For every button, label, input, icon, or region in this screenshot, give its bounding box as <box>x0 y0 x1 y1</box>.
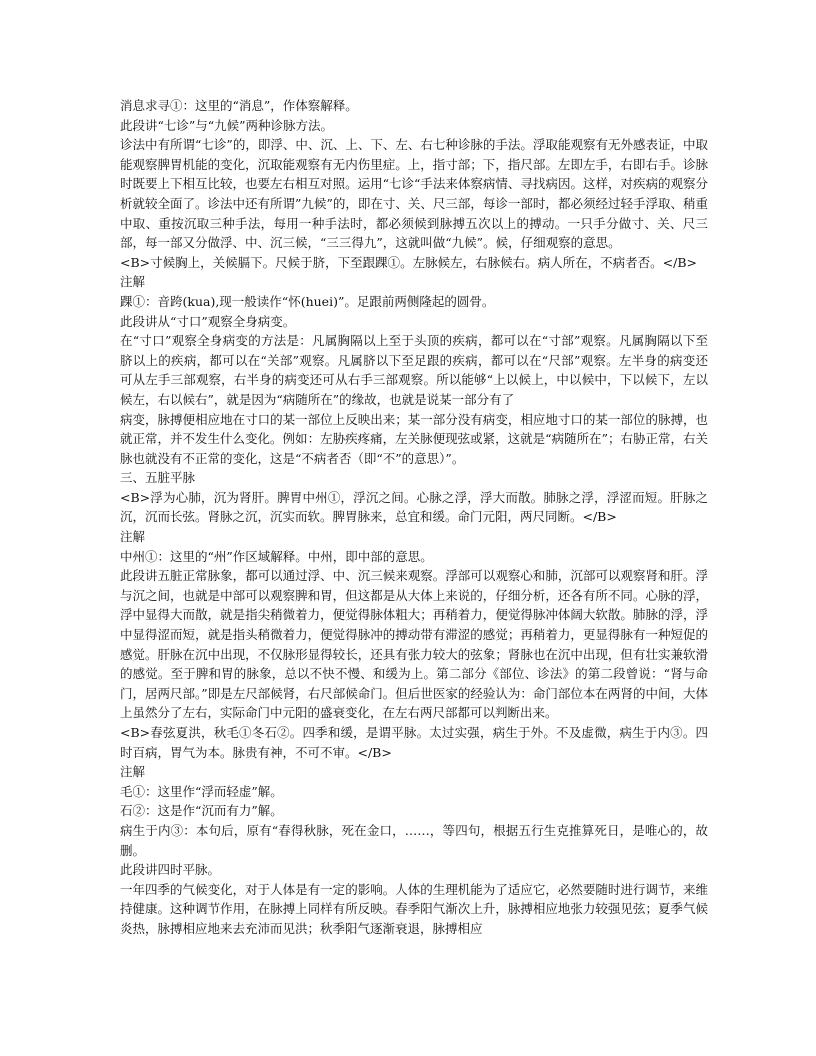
annotation-heading: 注解 <box>120 274 146 290</box>
paragraph-wuzang-explanation: 此段讲五脏正常脉象，都可以通过浮、中、沉三候来观察。浮部可以观察心和肺，沉部可以观察肾和肝。浮与沉之间，也就是中部可以观察脾和胃，但这都是从大体上来说的，仔细分析，还各有所不同。心脉的浮，浮中显得大而散，就是指尖稍微着力，便觉得脉体粗大；再稍着力，便觉得脉冲体阔大软散。肺脉的浮，浮中显得涩而短，就是指头稍微着力，便觉得脉冲的搏动带有滞涩的感觉；再稍着力，更显得脉有一种短促的感觉。肝脉在沉中出现，不仅脉形显得较长，还具有张力较大的弦象；肾脉也在沉中出现，但有壮实兼软滑的感觉。至于脾和胃的脉象，总以不快不慢、和缓为上。第二部分《部位、诊法》的第二段曾说：“肾与命门，居两尺部。”即是左尺部候肾，右尺部候命门。但后世医家的经验认为：命门部位本在两肾的中间，大体上虽然分了左右，实际命门中元阳的盛衰变化，在左右两尺部都可以判断出来。 <box>120 568 708 721</box>
note-mao: 毛①：这里作“浮而轻虚”解。 <box>120 783 283 799</box>
note-zhongzhou: 中州①：这里的“州”作区域解释。中州，即中部的意思。 <box>120 548 433 564</box>
note-shi: 石②：这是作“沉而有力”解。 <box>120 803 283 819</box>
section-intro-qizhen-jiuhou: 此段讲“七诊”与“九候”两种诊脉方法。 <box>120 117 334 133</box>
annotation-heading: 注解 <box>120 529 146 545</box>
verse-wuzang: <B>浮为心肺，沉为肾肝。脾胃中州①，浮沉之间。心脉之浮，浮大而散。肺脉之浮，浮涩而短。肝脉之沉，沉而长弦。肾脉之沉，沉实而软。脾胃脉来，总宜和缓。命门元阳，两尺同断。</B> <box>120 489 708 525</box>
paragraph-qizhen-explanation: 诊法中有所谓“七诊”的，即浮、中、沉、上、下、左、右七种诊脉的手法。浮取能观察有无外感表证，中取能观察脾胃机能的变化，沉取能观察有无内伤里症。上，指寸部；下，指尺部。左即左手，右即右手。诊脉时既要上下相互比较，也要左右相互对照。运用“七诊“手法来体察病情、寻找病因。这样，对疾病的观察分析就较全面了。诊法中还有所谓”九候”的，即在寸、关、尺三部，每诊一部时，都必须经过轻手浮取、稍重中取、重按沉取三种手法，每用一种手法时，都必须候到脉搏五次以上的搏动。一只手分做寸、关、尺三部，每一部又分做浮、中、沉三候，“三三得九”，这就叫做“九候”。候，仔细观察的意思。 <box>120 137 708 251</box>
paragraph-cunkou-method: 在“寸口”观察全身病变的方法是：凡属胸隔以上至于头顶的疾病，都可以在“寸部”观察。凡属胸隔以下至脐以上的疾病，都可以在“关部”观察。凡属脐以下至足跟的疾病，都可以在“尺部”观察。左半身的病变还可从左手三部观察，右半身的病变还可从右手三部观察。所以能够“上以候上，中以候中，下以候下，左以候左，右以候右”，就是因为“病随所在”的缘故，也就是说某一部分有了 <box>120 333 708 407</box>
note-bingshengyunei: 病生于内③：本句后，原有“春得秋脉，死在金口，……，等四句，根据五行生克推算死日，是唯心的，故删。 <box>120 822 708 858</box>
section-intro-siji-pingmai: 此段讲四时平脉。 <box>120 862 221 878</box>
section-heading-wuzang-pingmai: 三、五脏平脉 <box>120 470 196 486</box>
paragraph-siji-explanation: 一年四季的气候变化，对于人体是有一定的影响。人体的生理机能为了适应它，必然要随时进行调节，来维持健康。这种调节作用，在脉搏上同样有所反映。春季阳气渐次上升，脉搏相应地张力较强见弦；夏季气候炎热，脉搏相应地来去充沛而见洪；秋季阳气逐渐衰退，脉搏相应 <box>120 881 708 936</box>
annotation-heading: 注解 <box>120 764 146 780</box>
verse-cun-guan-chi: <B>寸候胸上，关候膈下。尺候于脐，下至跟踝①。左脉候左，右脉候右。病人所在，不病者否。</B> <box>120 254 697 270</box>
verse-siji: <B>春弦夏洪，秋毛①冬石②。四季和缓，是谓平脉。太过实强，病生于外。不及虚微，病生于内③。四时百病，胃气为本。脉贵有神，不可不审。</B> <box>120 725 708 760</box>
note-huai: 踝①：音跨(kua),现一般读作“怀(huei)”。足跟前两侧隆起的圆骨。 <box>120 293 495 309</box>
section-intro-cunkou: 此段讲从“寸口”观察全身病变。 <box>120 313 296 329</box>
paragraph-cunkou-example: 病变，脉搏便相应地在寸口的某一部位上反映出来；某一部分没有病变，相应地寸口的某一部位的脉搏，也就正常，并不发生什么变化。例如：左胁疾疼痛，左关脉便现弦或紧，这就是“病随所在”；右胁正常，右关脉也就没有不正常的变化，这是“不病者否（即“不”的意思）”。 <box>120 411 708 466</box>
note-xiaoxi: 消息求寻①：这里的“消息”，作体察解释。 <box>120 98 358 113</box>
